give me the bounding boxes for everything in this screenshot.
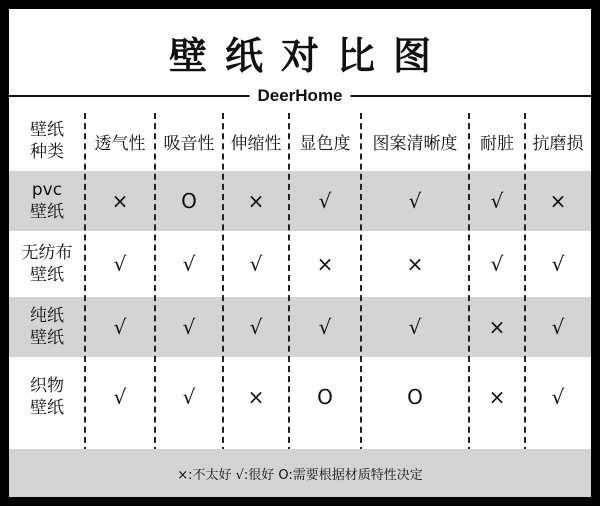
rating-mark: √	[182, 315, 196, 339]
rating-mark: √	[249, 252, 263, 276]
table-row	[9, 231, 591, 297]
row-label: 纯纸 壁纸	[30, 306, 64, 348]
rating-mark: O	[181, 189, 197, 213]
column-header: 吸音性	[163, 133, 215, 154]
rating-mark: ×	[488, 385, 506, 409]
table-header-row	[9, 107, 591, 175]
page-title: 壁纸对比图	[168, 33, 449, 78]
rating-mark: √	[490, 189, 504, 213]
table-row	[9, 297, 591, 357]
rating-mark: √	[551, 315, 565, 339]
column-separator	[468, 113, 470, 453]
rating-mark: ×	[111, 189, 129, 213]
rating-mark: √	[249, 315, 263, 339]
rating-mark: √	[182, 252, 196, 276]
column-separator	[288, 113, 290, 453]
rating-mark: √	[113, 252, 127, 276]
row-label: 无纺布 壁纸	[21, 243, 73, 285]
rating-mark: √	[113, 315, 127, 339]
row-label: pvc 壁纸	[30, 180, 64, 222]
table-row	[9, 171, 591, 231]
brand-label: DeerHome	[249, 85, 350, 107]
column-header: 抗磨损	[532, 133, 584, 154]
column-header: 透气性	[94, 133, 146, 154]
rating-mark: ×	[247, 385, 265, 409]
column-header: 图案清晰度	[372, 133, 458, 154]
rating-mark: O	[317, 385, 333, 409]
column-header: 显色度	[299, 133, 351, 154]
column-separator	[154, 113, 156, 453]
column-header: 伸缩性	[230, 133, 282, 154]
column-header: 耐脏	[480, 133, 514, 154]
rating-mark: √	[182, 385, 196, 409]
rating-mark: ×	[488, 315, 506, 339]
rating-mark: √	[551, 252, 565, 276]
table-row	[9, 357, 591, 437]
column-separator	[84, 113, 86, 453]
rating-mark: ×	[316, 252, 334, 276]
rating-mark: ×	[549, 189, 567, 213]
comparison-card	[9, 9, 591, 497]
rating-mark: √	[318, 189, 332, 213]
rating-mark: √	[551, 385, 565, 409]
rating-mark: ×	[406, 252, 424, 276]
rating-mark: √	[408, 315, 422, 339]
row-label: 织物 壁纸	[30, 376, 64, 418]
legend: ×:不太好 √:很好 O:需要根据材质特性决定	[9, 449, 591, 497]
rating-mark: ×	[247, 189, 265, 213]
rating-mark: √	[318, 315, 332, 339]
column-separator	[524, 113, 526, 453]
rating-mark: O	[407, 385, 423, 409]
type-header: 壁纸 种类	[30, 120, 64, 162]
column-separator	[360, 113, 362, 453]
rating-mark: √	[408, 189, 422, 213]
rating-mark: √	[490, 252, 504, 276]
rating-mark: √	[113, 385, 127, 409]
column-separator	[222, 113, 224, 453]
